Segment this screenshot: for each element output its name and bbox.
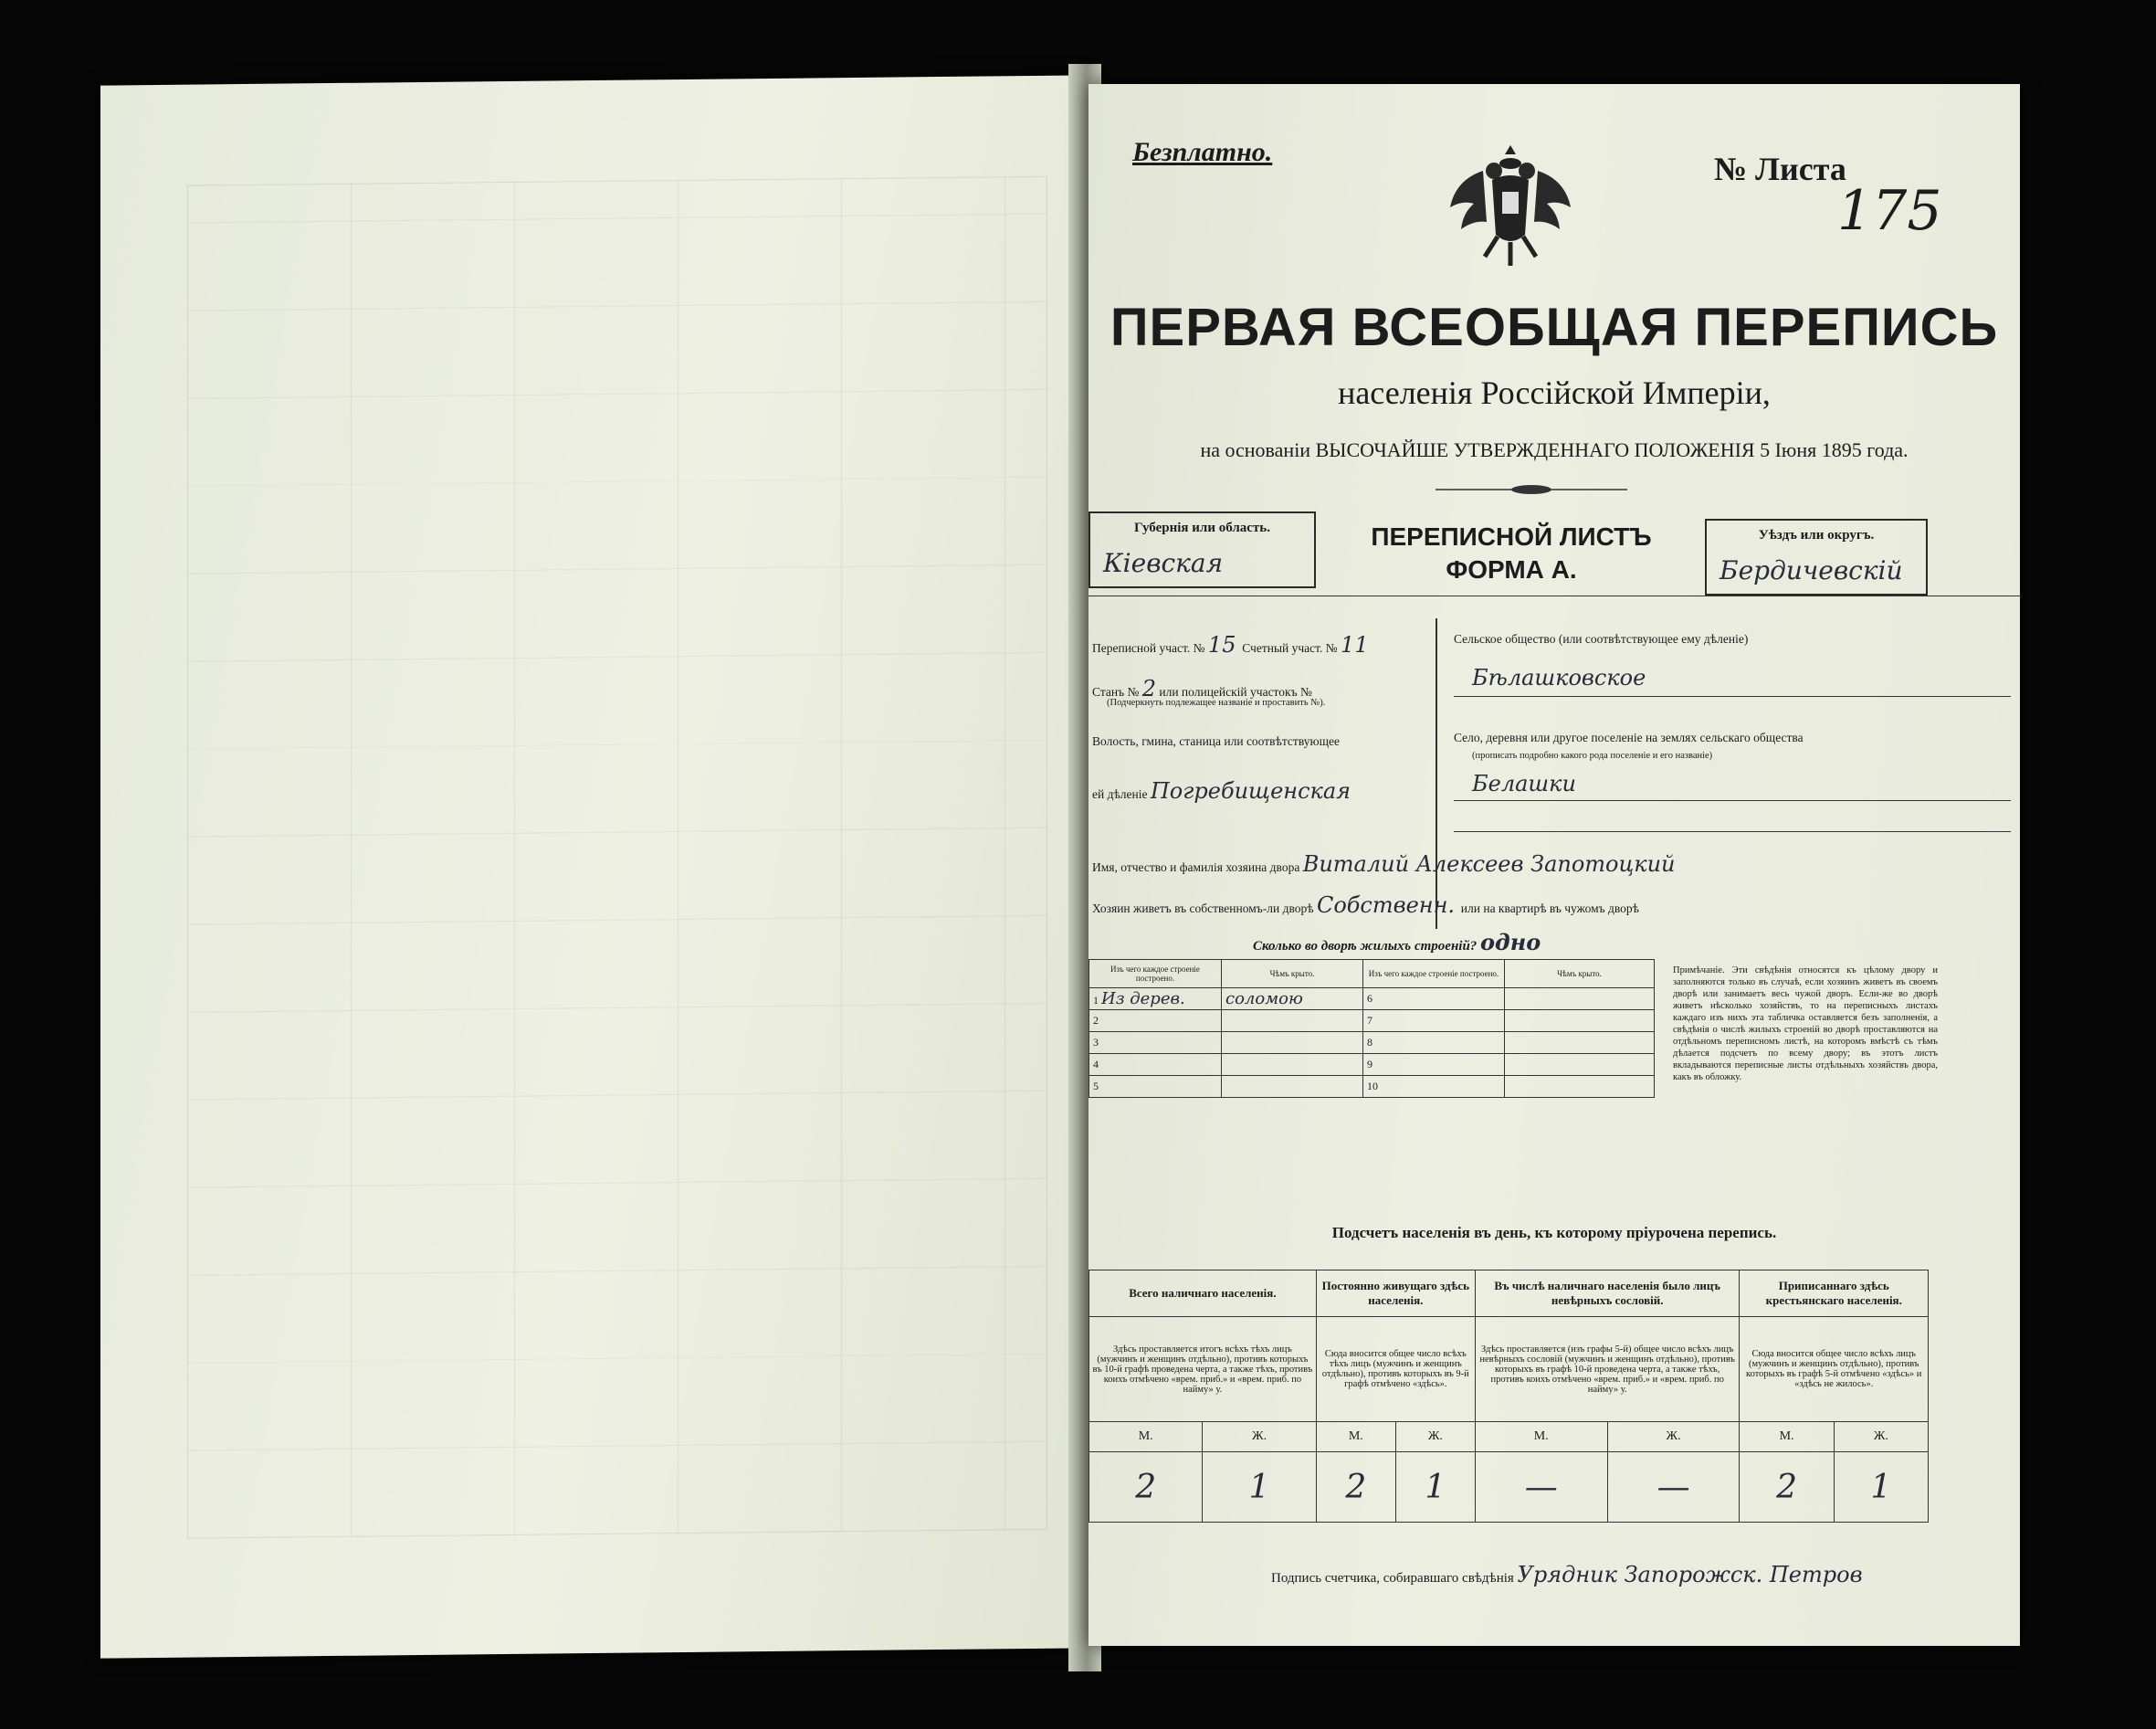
column-divider [1436,618,1437,929]
schetny-value: 11 [1341,632,1369,658]
summary-title: Подсчетъ населенія въ день, къ которому пріурочена перепись. [1331,1224,1777,1241]
uchastok-value: 15 [1207,632,1236,658]
sex-label: М. [1089,1422,1203,1452]
sex-label: М. [1475,1422,1607,1452]
table-cell: 6 [1363,988,1505,1010]
table-cell [1505,1032,1655,1054]
signature-label: Подпись счетчика, собиравшаго свѣдѣнія [1271,1571,1514,1586]
obshchestvo-value: Бѣлашковское [1472,665,1646,691]
sex-label: Ж. [1607,1422,1740,1452]
sex-label: М. [1740,1422,1834,1452]
table-cell: 5 [1089,1076,1222,1098]
sheet-number-label: № Листа [1714,151,1846,187]
table-cell: 7 [1363,1010,1505,1032]
table-row [1089,988,1655,1010]
sex-label: М. [1316,1422,1395,1452]
count-value: — [1607,1452,1740,1523]
guberniya-label: Губернія или область. [1134,521,1270,535]
table-cell [1505,988,1655,1010]
count-value: 2 [1089,1452,1203,1523]
census-form-page [1089,84,2020,1646]
buildings-label: Сколько во дворѣ жилыхъ строеній? [1253,939,1478,954]
table-row [1089,1422,1929,1452]
document-title: ПЕРВАЯ ВСЕОБЩАЯ ПЕРЕПИСЬ [1110,298,1999,357]
legal-basis: на основаніи ВЫСОЧАЙШЕ УТВЕРЖДЕННАГО ПОЛОЖЕНІЯ 5 Іюня 1895 года. [1200,438,1909,461]
summary-header: Въ числѣ наличнаго населенія было лицъ невѣрныхъ сословій. [1475,1270,1740,1317]
residence-value: Собственн. [1316,892,1456,918]
table-row [1089,1452,1929,1523]
buildings-header: Изъ чего каждое строеніе построено. [1363,960,1505,988]
buildings-header: Чѣмъ крыто. [1505,960,1655,988]
document-subtitle: населенія Россійской Имперіи, [1338,374,1771,411]
double-headed-eagle-icon [1446,134,1574,271]
table-cell [1505,1076,1655,1098]
rule [1454,831,2011,832]
rule [1454,800,2011,801]
stan-suffix: или полицейскій участокъ № [1159,685,1312,699]
owner-value: Виталий Алексеев Запотоцкий [1302,851,1676,877]
table-cell [1505,1010,1655,1032]
uchastok-row [1092,632,1369,658]
uezd-value: Бердичевскій [1720,555,1903,585]
stan-note: (Подчеркнуть подлежащее названіе и проставить №). [1107,698,1326,708]
table-row [1089,1054,1655,1076]
selo-label: Село, деревня или другое поселеніе на землях сельскаго общества [1454,731,1804,744]
signature-value: Урядник Запорожск. Петров [1517,1562,1863,1587]
form-heading [1324,521,1699,586]
table-row [1089,1010,1655,1032]
stan-label: Станъ № [1092,685,1140,699]
sheet-number [1714,150,1942,243]
buildings-header: Изъ чего каждое строеніе построено. [1089,960,1222,988]
table-cell [1222,1054,1363,1076]
table-cell: 10 [1363,1076,1505,1098]
obshchestvo-row [1454,632,1748,647]
stan-value: 2 [1141,676,1156,701]
table-row [1089,1032,1655,1054]
uchastok-label: Переписной участ. № [1092,641,1205,655]
buildings-header: Чѣмъ крыто. [1222,960,1363,988]
count-value: — [1475,1452,1607,1523]
count-value: 1 [1834,1452,1928,1523]
table-cell [1222,1010,1363,1032]
table-cell [1222,1032,1363,1054]
residence-label-2: или на квартирѣ въ чужомъ дворѣ [1460,901,1639,915]
table-cell: соломою [1222,988,1363,1010]
sheet-number-value: 175 [1837,179,1942,243]
obshchestvo-label: Сельское общество (или соотвѣтствующее ему дѣленіе) [1454,632,1749,646]
volost-label: Волость, гмина, станица или соотвѣтствующее [1092,734,1340,748]
residence-label-1: Хозяин живетъ въ собственномъ-ли дворѣ [1092,901,1314,915]
table-cell: 3 [1089,1032,1222,1054]
uezd-box [1705,519,1928,596]
ornament-divider [1436,483,1627,496]
count-value: 1 [1395,1452,1475,1523]
table-cell: 4 [1089,1054,1222,1076]
summary-header: Постоянно живущаго здѣсь населенія. [1316,1270,1475,1317]
free-label: Безплатно. [1132,137,1273,167]
owner-row [1092,851,1675,877]
volost-value: Погребищенская [1150,778,1351,804]
table-cell: 9 [1363,1054,1505,1076]
summary-desc: Здѣсь проставляется итогъ всѣхъ тѣхъ лицъ (мужчинъ и женщинъ отдѣльно), противъ которыхъ въ 10-й графѣ проведена черта, а также тѣхъ, противъ коихъ отмѣчено «врем. приб.» и «врем. приб. по найму» у. [1089,1317,1317,1422]
summary-desc: Сюда вносится общее число всѣхъ тѣхъ лицъ (мужчинъ и женщинъ отдѣльно), противъ которыхъ въ 9-й графѣ отмѣчено «здѣсь». [1316,1317,1475,1422]
form-label: ФОРМА А. [1446,555,1577,584]
uezd-label: Уѣздъ или округъ. [1758,528,1875,543]
blank-left-page [100,75,1087,1658]
summary-header: Приписаннаго здѣсь крестьянскаго населенія. [1740,1270,1929,1317]
summary-table [1089,1270,1929,1523]
summary-desc: Здѣсь проставляется (изъ графы 5-й) общее число всѣхъ лицъ невѣрныхъ сословій (мужчинъ и женщинъ отдѣльно), противъ которыхъ въ графѣ 10-й проведена черта, а также тѣхъ, противъ коихъ отмѣчено «врем. приб.» и «врем. приб. по найму» у. [1475,1317,1740,1422]
summary-header: Всего наличнаго населенія. [1089,1270,1317,1317]
rule [1454,696,2011,697]
table-cell: 8 [1363,1032,1505,1054]
residence-row [1092,892,1639,918]
owner-label: Имя, отчество и фамилія хозяина двора [1092,860,1300,874]
selo-note: (прописать подробно какого рода поселеніе и его названіе) [1472,751,1713,761]
count-value: 1 [1203,1452,1316,1523]
list-label: ПЕРЕПИСНОЙ ЛИСТЪ [1371,522,1652,551]
sex-label: Ж. [1834,1422,1928,1452]
summary-desc: Сюда вносится общее число всѣхъ лицъ (мужчинъ и женщинъ отдѣльно), противъ которыхъ въ графѣ 5-й отмѣчено «здѣсь» и «здѣсь не жилось». [1740,1317,1929,1422]
count-value: 2 [1316,1452,1395,1523]
signature-row [1271,1562,1863,1587]
table-cell [1505,1054,1655,1076]
note-text: Примѣчаніе. Эти свѣдѣнія относятся къ цѣлому двору и заполняются только въ случаѣ, если хозяинъ живетъ въ своемъ дворѣ или занимаетъ весь чужой дворъ. Если-же во дворѣ живетъ нѣсколько хозяйствъ, то на переписныхъ листахъ каждаго изъ нихъ эта табличка оставляется безъ заполненія, а свѣдѣнія о числѣ жилыхъ строеній во дворѣ проставляются на отдѣльномъ переписномъ листѣ, на которомъ вмѣстѣ съ тѣмъ дѣлается подсчетъ по всему двору; въ этотъ листъ вкладываются переписные листы отдѣльныхъ хозяйствъ двора, какъ въ обложку. [1673,965,1938,1082]
table-row [1089,1076,1655,1098]
table-cell [1222,1076,1363,1098]
buildings-table [1089,959,1655,1098]
table-cell: 2 [1089,1010,1222,1032]
buildings-value: одно [1480,929,1541,955]
guberniya-value: Кіевская [1103,548,1224,578]
sex-label: Ж. [1203,1422,1316,1452]
guberniya-box [1089,511,1316,588]
bleed-through-grid [187,176,1047,1539]
volost-row [1092,778,1351,804]
table-cell: 1 Из дерев. [1089,988,1222,1010]
sex-label: Ж. [1395,1422,1475,1452]
buildings-question [1253,929,1541,955]
volost-label-2: ей дѣленіе [1092,787,1148,801]
count-value: 2 [1740,1452,1834,1523]
selo-value: Белашки [1472,771,1576,796]
schetny-label: Счетный участ. № [1242,641,1338,655]
